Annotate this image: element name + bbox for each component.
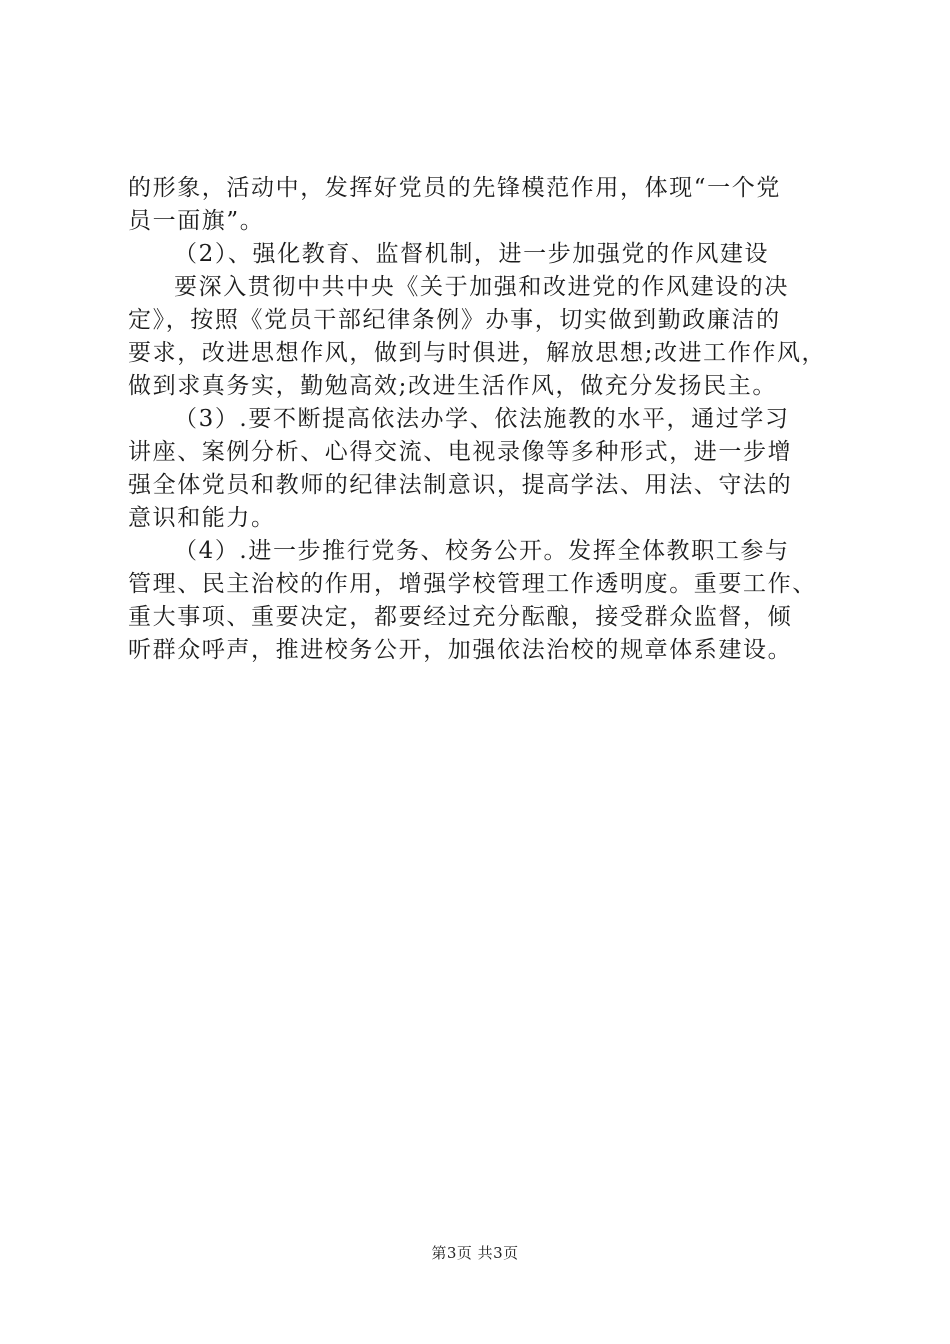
paragraph-line: 员一面旗”。 (128, 208, 265, 234)
paragraph-line: （4）.进一步推行党务、校务公开。发挥全体教职工参与 (174, 538, 790, 564)
paragraph-line: 管理、民主治校的作用，增强学校管理工作透明度。重要工作、 (128, 571, 817, 597)
paragraph-5 (128, 535, 828, 667)
paragraph-line: （2）、强化教育、监督机制，进一步加强党的作风建设 (174, 241, 770, 267)
paragraph-line: 讲座、案例分析、心得交流、电视录像等多种形式，进一步增 (128, 439, 793, 465)
page-number-footer: 第3页 共3页 (431, 1244, 519, 1262)
paragraph-2-heading (128, 238, 828, 271)
paragraph-line: 重大事项、重要决定，都要经过充分酝酿，接受群众监督，倾 (128, 604, 793, 630)
paragraph-line: 做到求真务实，勤勉高效;改进生活作风，做充分发扬民主。 (128, 373, 777, 399)
paragraph-line: （3）.要不断提高依法办学、依法施教的水平，通过学习 (174, 406, 790, 432)
paragraph-line: 定》，按照《党员干部纪律条例》办事，切实做到勤政廉洁的 (128, 307, 781, 333)
paragraph-line: 意识和能力。 (128, 505, 276, 531)
paragraph-line: 强全体党员和教师的纪律法制意识，提高学法、用法、守法的 (128, 472, 793, 498)
paragraph-3 (128, 271, 828, 403)
document-body (128, 172, 828, 667)
paragraph-line: 听群众呼声，推进校务公开，加强依法治校的规章体系建设。 (128, 637, 793, 663)
paragraph-1 (128, 172, 828, 238)
paragraph-line: 的形象，活动中，发挥好党员的先锋模范作用，体现“一个党 (128, 175, 781, 201)
paragraph-4 (128, 403, 828, 535)
paragraph-line: 要求，改进思想作风，做到与时俱进，解放思想;改进工作作风， (128, 340, 827, 366)
paragraph-line: 要深入贯彻中共中央《关于加强和改进党的作风建设的决 (174, 274, 789, 300)
